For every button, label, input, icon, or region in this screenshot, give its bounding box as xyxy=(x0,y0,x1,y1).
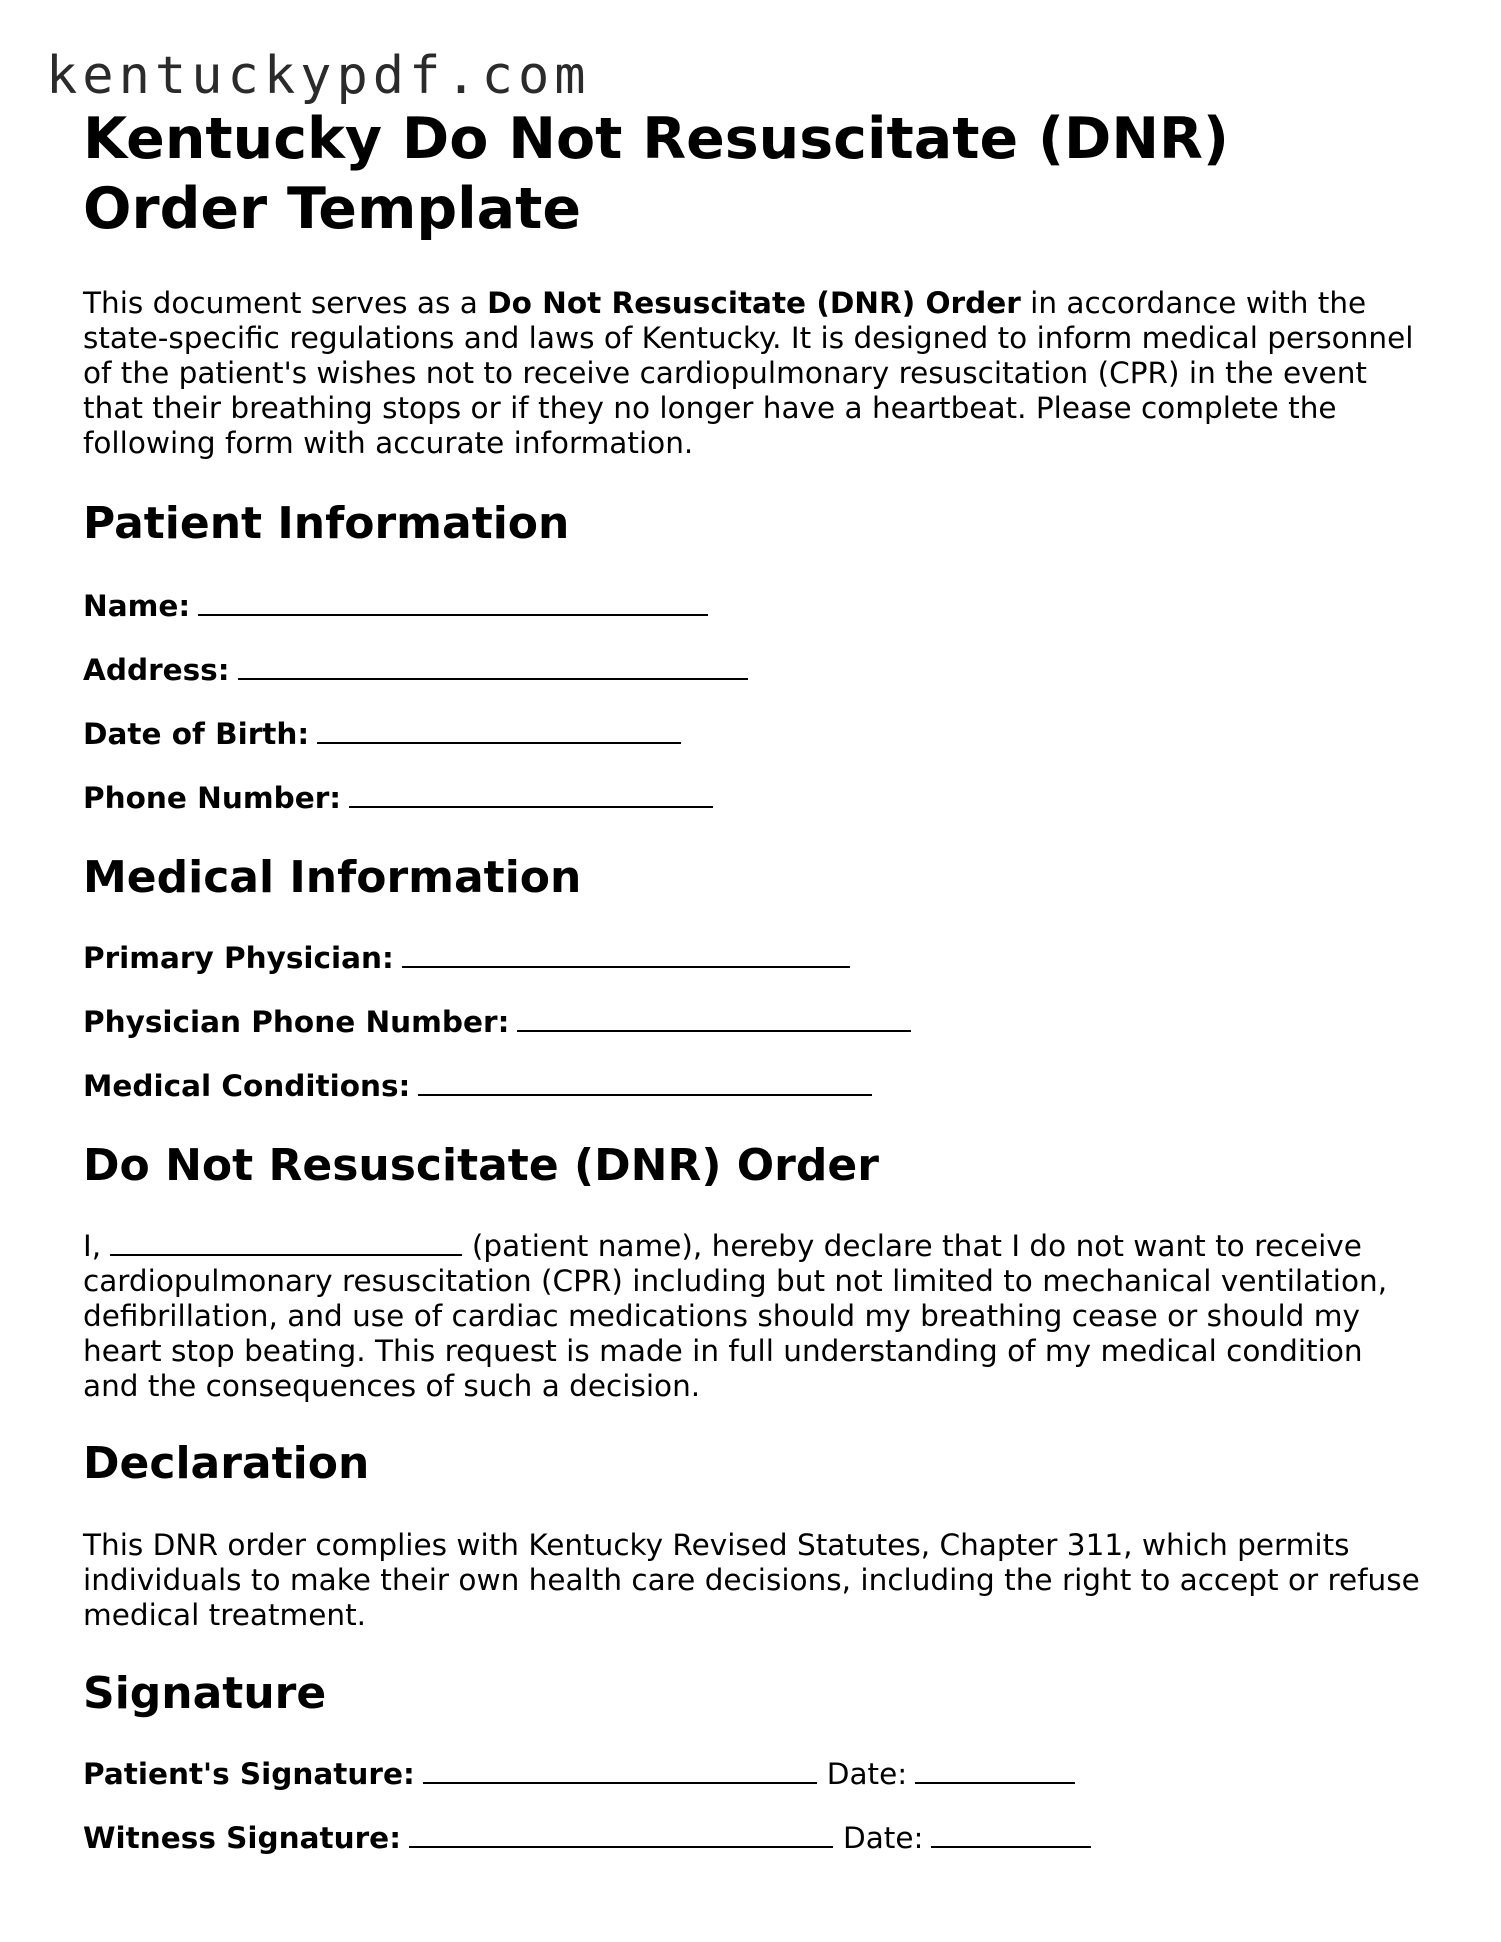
physician-input[interactable] xyxy=(402,940,850,968)
patient-name-label: Name: xyxy=(83,589,191,623)
patient-dob-input[interactable] xyxy=(317,716,681,744)
physician-phone-label: Physician Phone Number: xyxy=(83,1005,510,1039)
witness-signature-field xyxy=(83,1820,1091,1856)
intro-text-pre: This document serves as a xyxy=(83,286,488,320)
patient-phone-field xyxy=(83,780,713,816)
patient-info-heading: Patient Information xyxy=(83,498,570,549)
dnr-order-text-pre: I, xyxy=(83,1229,102,1263)
physician-phone-field xyxy=(83,1004,911,1040)
site-watermark: kentuckypdf.com xyxy=(46,46,591,106)
patient-signature-date-input[interactable] xyxy=(915,1756,1075,1784)
witness-signature-date-label: Date: xyxy=(843,1821,924,1855)
patient-address-label: Address: xyxy=(83,653,230,687)
dnr-patient-name-input[interactable] xyxy=(110,1228,462,1256)
patient-dob-label: Date of Birth: xyxy=(83,717,310,751)
patient-name-input[interactable] xyxy=(198,588,708,616)
dnr-order-heading: Do Not Resuscitate (DNR) Order xyxy=(83,1140,879,1191)
intro-text-bold: Do Not Resuscitate (DNR) Order xyxy=(487,286,1021,320)
physician-field xyxy=(83,940,850,976)
witness-signature-input[interactable] xyxy=(409,1820,833,1848)
declaration-paragraph: This DNR order complies with Kentucky Revised Statutes, Chapter 311, which permits individuals to make their own health care decisions, including the right to accept or refuse medical treatment. xyxy=(83,1528,1420,1632)
patient-phone-input[interactable] xyxy=(349,780,713,808)
patient-address-input[interactable] xyxy=(238,652,748,680)
patient-name-field xyxy=(83,588,708,624)
patient-signature-date-label: Date: xyxy=(826,1757,908,1791)
dnr-order-text-post: (patient name), hereby declare that I do not want to receive cardiopulmonary resuscitation (CPR) including but not limited to mechanical ventilation, defibrillation, and use of cardiac medications should my breathing cease or should my heart stop beating. This request is made in full understanding of my medical condition and the consequences of such a decision. xyxy=(83,1229,1388,1403)
signature-heading: Signature xyxy=(83,1668,327,1719)
intro-paragraph xyxy=(83,286,1423,461)
patient-signature-label: Patient's Signature: xyxy=(83,1757,415,1791)
medical-info-heading: Medical Information xyxy=(83,852,582,903)
witness-signature-label: Witness Signature: xyxy=(83,1821,401,1855)
patient-address-field xyxy=(83,652,748,688)
document-title: Kentucky Do Not Resuscitate (DNR) Order Template xyxy=(83,106,1229,242)
patient-phone-label: Phone Number: xyxy=(83,781,342,815)
medical-conditions-field xyxy=(83,1068,872,1104)
physician-phone-input[interactable] xyxy=(517,1004,911,1032)
physician-label: Primary Physician: xyxy=(83,941,394,975)
patient-signature-field xyxy=(83,1756,1075,1792)
dnr-order-paragraph xyxy=(83,1228,1423,1404)
patient-dob-field xyxy=(83,716,681,752)
intro-text-post: in accordance with the state-specific regulations and laws of Kentucky. It is designed to inform medical personnel of the patient's wishes not to receive cardiopulmonary resuscitation (CPR) in the event that their breathing stops or if they no longer have a heartbeat. Please complete the following form with accurate information. xyxy=(83,286,1414,460)
medical-conditions-input[interactable] xyxy=(418,1068,872,1096)
witness-signature-date-input[interactable] xyxy=(931,1820,1091,1848)
patient-signature-input[interactable] xyxy=(423,1756,817,1784)
declaration-heading: Declaration xyxy=(83,1438,370,1489)
medical-conditions-label: Medical Conditions: xyxy=(83,1069,411,1103)
